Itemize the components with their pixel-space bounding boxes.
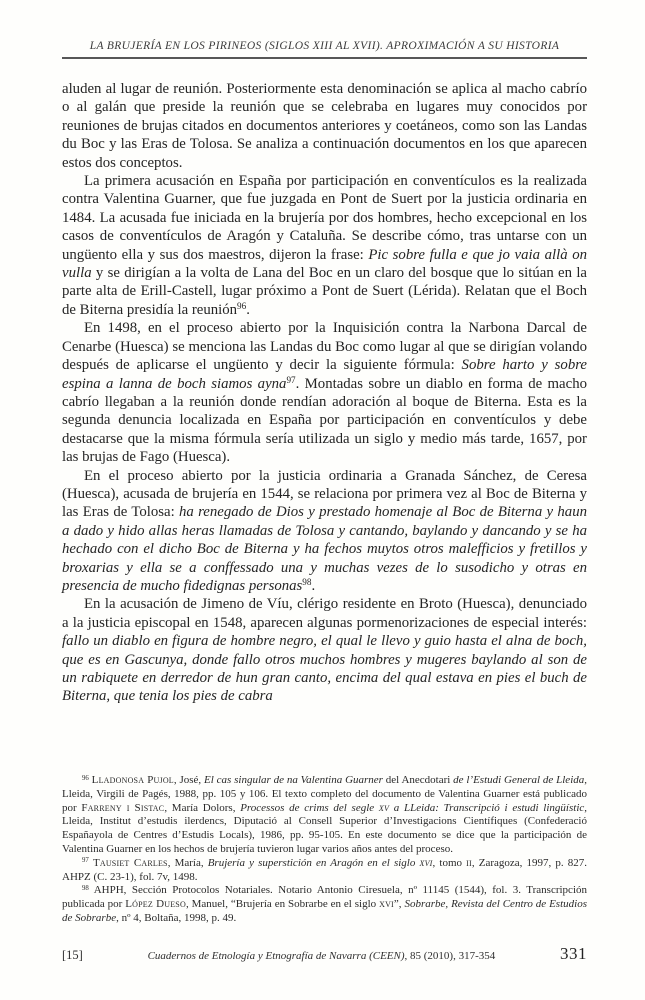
footnote: $^{98}$ AHPH, Sección Protocolos Notariales. Notario Antonio Ciresuela, nº 11145 (1544), fol. 3. Transcripción publicada por López Dueso, Manuel, “Brujería en Sobrarbe en el siglo xvi”, Sobrarbe, Revista del Centro de Estudios de Sobrarbe, nº 4, Boltaña, 1998, p. 49. <box>62 884 587 924</box>
paragraph: aluden al lugar de reunión. Posteriormente esta denominación se aplica al macho cabrío o al galán que preside la reunión que se celebraba en lugares muy conocidos por reuniones de brujas citados en documentos anteriores y coetáneos, como son las Landas du Boc y las Eras de Tolosa. Se analiza a continuación documentos en los que aparecen estos dos conceptos. <box>62 81 587 171</box>
signature-mark: [15] <box>62 948 83 962</box>
paragraph: En 1498, en el proceso abierto por la Inquisición contra la Narbona Darcal de Cenarbe (Huesca) se menciona las Landas du Boc como lugar al que se dirigían volando después de aplicarse el ungüento y decir la siguiente fórmula: Sobre harto y sobre espina a lanna de boch siamos ayna$^{97}$. Montadas sobre un diablo en forma de macho cabrío llegaban a la reunión donde rendían adoración al boque de Biterna. Esta es la segunda denuncia localizada en España por participación en conventículos y debe destacarse que la misma fórmula sería utilizada un siglo y medio más tarde, 1657, por las brujas de Fago (Huesca). <box>62 320 587 466</box>
page-footer <box>62 944 587 964</box>
footnote: $^{96}$ Lladonosa Pujol, José, El cas singular de na Valentina Guarner del Anecdotari de l’Estudi General de Lleida, Lleida, Virgili de Pagés, 1988, pp. 105 y 106. El texto completo del documento de Valentina Guarner está publicado por Farreny i Sistac, María Dolors, Processos de crims del segle xv a LLeida: Transcripció i estudi lingüístic, Lleida, Institut d’estudis ilerdencs, Diputació al Consell Superior d’Investigacions Científiques (Confederació Españayola de Centres d’Estudis Locals), 1986, pp. 95-105. En este documento se dice que la participación de Valentina Guarner en los hechos de brujería tuvieron lugar varios años antes del proceso. <box>62 774 588 855</box>
footnotes-section <box>62 774 587 926</box>
paragraph: En la acusación de Jimeno de Víu, clérigo residente en Broto (Huesca), denunciado a la justicia episcopal en 1548, aparecen algunas pormenorizaciones de especial interés: fallo un diablo en figura de hombre negro, el qual le llevo y guio hasta el alna de boch, que es en Gascunya, donde fallo otros muchos hombres y mugeres baylando al son de un rabiquete en derredor de hun gran canto, encima del qual estava en pies el buch de Biterna, que tenia los pies de cabra <box>62 596 587 705</box>
running-header-title: LA BRUJERÍA EN LOS PIRINEOS (SIGLOS XIII AL XVII). APROXIMACIÓN A SU HISTORIA <box>89 40 560 52</box>
body-text <box>62 80 587 706</box>
page-number: 331 <box>560 944 587 963</box>
paragraph: En el proceso abierto por la justicia ordinaria a Granada Sánchez, de Ceresa (Huesca), acusada de brujería en 1544, se relaciona por primera vez al Boc de Biterna y las Eras de Tolosa: ha renegado de Dios y prestado homenaje al Boc de Biterna y haun a dado y hido allas heras llamadas de Tolosa y cantando, baylando y dancando y se ha hechado con el dicho Boc de Biterna y ha fechos muytos otros malefficios y fretillos y broxarias y ella se a conffessado una y muchas vezes de lo susodicho y otras en presencia de mucho fidedignas personas$^{98}$. <box>62 467 587 594</box>
footnote: $^{97}$ Tausiet Carles, María, Brujería y superstición en Aragón en el siglo xvi, tomo ii, Zaragoza, 1997, p. 827. AHPZ (C. 23-1), fol. 7v, 1498. <box>62 856 588 883</box>
paragraph: La primera acusación en España por participación en conventículos es la realizada contra Valentina Guarner, que fue juzgada en Pont de Suert por la justicia ordinaria en 1484. La acusada fue iniciada en la brujería por dos hombres, hecho excepcional en los casos de conventículos de Aragón y Cataluña. Se describe cómo, tras untarse con un ungüento ella y sus dos maestros, dijeron la frase: Pic sobre fulla e que jo vaia allà on vulla y se dirigían a la volta de Lana del Boc en un claro del bosque que lo sitúan en la parte alta de Erill-Castell, lugar próximo a Pont de Suert (Lérida). Relatan que el Boch de Biterna presidía la reunión$^{96}$. <box>62 173 587 318</box>
running-header <box>62 40 587 59</box>
journal-citation: Cuadernos de Etnología y Etnografía de Navarra (CEEN), 85 (2010), 317-354 <box>147 950 496 962</box>
